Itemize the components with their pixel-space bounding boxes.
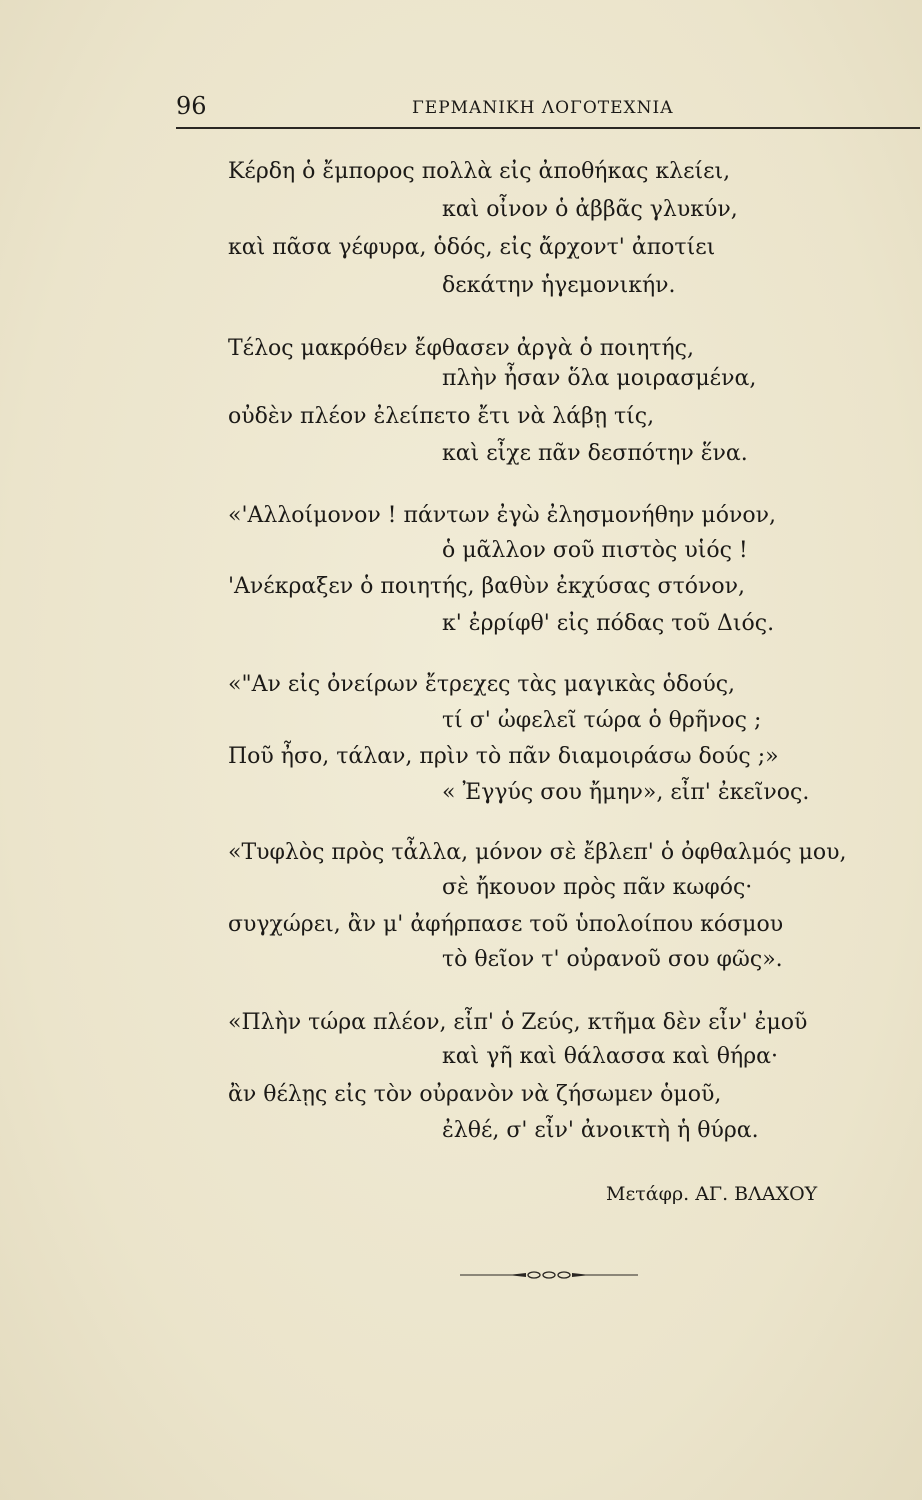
poem-line: τί σ' ὠφελεῖ τώρα ὁ θρῆνος ; (442, 708, 762, 733)
poem-line: ὁ μᾶλλον σοῦ πιστὸς υἱός ! (442, 538, 748, 563)
poem-line: « Ἐγγύς σου ἤμην», εἶπ' ἐκεῖνος. (442, 780, 810, 805)
poem-line: πλὴν ἦσαν ὅλα μοιρασμένα, (442, 366, 757, 391)
poem-line: συγχώρει, ἂν μ' ἀφήρπασε τοῦ ὑπολοίπου κόσμου (228, 912, 784, 937)
poem-line: «Τυφλὸς πρὸς τἆλλα, μόνον σὲ ἔβλεπ' ὁ ὀφθαλμός μου, (228, 840, 847, 865)
poem-line: «'Αλλοίμονον ! πάντων ἐγὼ ἐλησμονήθην μόνον, (228, 503, 776, 528)
poem-line: ἐλθέ, σ' εἶν' ἀνοικτὴ ἡ θύρα. (442, 1118, 759, 1143)
poem-line: 'Ανέκραξεν ὁ ποιητής, βαθὺν ἐκχύσας στόνον, (228, 574, 745, 599)
poem-line: «Πλὴν τώρα πλέον, εἶπ' ὁ Ζεύς, κτῆμα δὲν εἶν' ἐμοῦ (228, 1010, 808, 1035)
poem-line: καὶ εἶχε πᾶν δεσπότην ἕνα. (442, 441, 748, 466)
poem-line: «"Αν εἰς ὀνείρων ἔτρεχες τὰς μαγικὰς ὁδούς, (228, 672, 736, 697)
poem-line: δεκάτην ἡγεμονικήν. (442, 273, 676, 298)
poem-line: Κέρδη ὁ ἔμπορος πολλὰ εἰς ἀποθήκας κλείει, (228, 159, 731, 184)
poem-line: κ' ἐρρίφθ' εἰς πόδας τοῦ Διός. (442, 611, 775, 636)
poem-line: οὐδὲν πλέον ἐλείπετο ἔτι νὰ λάβῃ τίς, (228, 404, 655, 429)
poem-line: τὸ θεῖον τ' οὐρανοῦ σου φῶς». (442, 947, 783, 972)
page-number: 96 (176, 92, 207, 120)
poem-line: καὶ πᾶσα γέφυρα, ὁδός, εἰς ἄρχοντ' ἀποτίει (228, 235, 716, 260)
translator-signature: Μετάφρ. ΑΓ. ΒΛΑΧΟΥ (606, 1183, 818, 1205)
poem-line: σὲ ἤκουον πρὸς πᾶν κωφός· (442, 875, 753, 900)
poem-line: καὶ γῆ καὶ θάλασσα καὶ θήρα· (442, 1044, 778, 1069)
poem-line: καὶ οἶνον ὁ ἀββᾶς γλυκύν, (442, 197, 738, 222)
ornament-divider (460, 1270, 638, 1280)
poem-line: Τέλος μακρόθεν ἔφθασεν ἀργὰ ὁ ποιητής, (228, 336, 694, 361)
running-title: ΓΕΡΜΑΝΙΚΗ ΛΟΓΟΤΕΧΝΙΑ (412, 98, 674, 118)
poem-line: Ποῦ ἦσο, τάλαν, πρὶν τὸ πᾶν διαμοιράσω δούς ;» (228, 744, 779, 769)
poem-line: ἂν θέλῃς εἰς τὸν οὐρανὸν νὰ ζήσωμεν ὁμοῦ, (228, 1082, 722, 1107)
